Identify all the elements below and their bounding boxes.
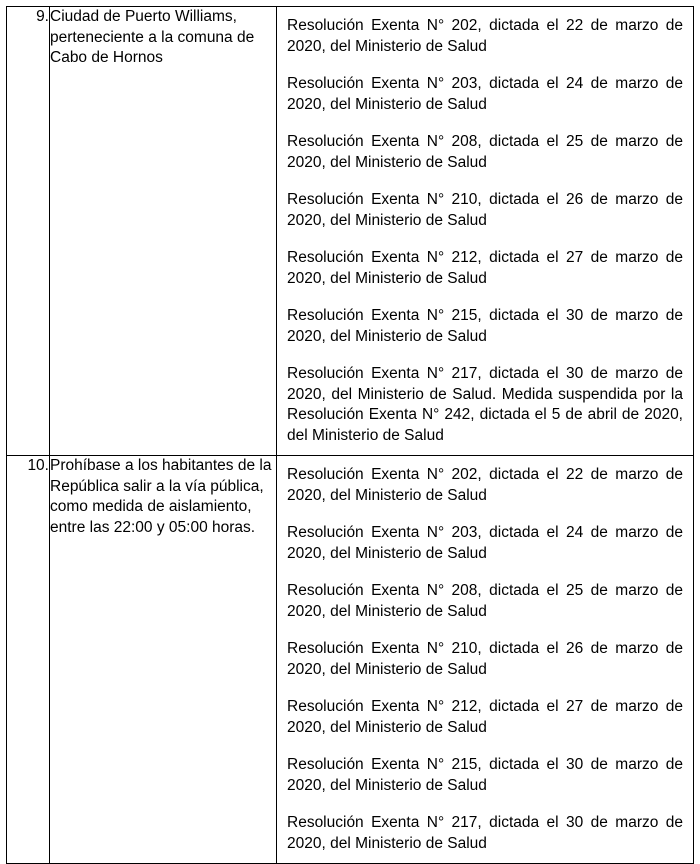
resolution-list bbox=[277, 7, 693, 455]
row-description-cell bbox=[50, 456, 277, 864]
resolution-list bbox=[277, 456, 693, 863]
resolution-item: Resolución Exenta N° 208, dictada el 25 de marzo de 2020, del Ministerio de Salud bbox=[287, 133, 683, 171]
row-number: 10. bbox=[27, 457, 49, 474]
row-number: 9. bbox=[36, 8, 49, 25]
row-resolutions-cell bbox=[277, 456, 694, 864]
row-number-cell bbox=[7, 456, 50, 864]
resolution-item: Resolución Exenta N° 217, dictada el 30 de marzo de 2020, del Ministerio de Salud. Medida suspendida por la Resolución Exenta N° 242, dictada el 5 de abril de 2020, del Ministerio de Salud bbox=[287, 365, 683, 444]
resolution-item: Resolución Exenta N° 212, dictada el 27 de marzo de 2020, del Ministerio de Salud bbox=[287, 249, 683, 287]
row-description-cell bbox=[50, 7, 277, 456]
resolution-item: Resolución Exenta N° 208, dictada el 25 de marzo de 2020, del Ministerio de Salud bbox=[287, 582, 683, 620]
row-description: Ciudad de Puerto Williams, perteneciente a la comuna de Cabo de Hornos bbox=[50, 8, 255, 66]
resolution-item: Resolución Exenta N° 215, dictada el 30 de marzo de 2020, del Ministerio de Salud bbox=[287, 756, 683, 794]
resolution-item: Resolución Exenta N° 203, dictada el 24 de marzo de 2020, del Ministerio de Salud bbox=[287, 524, 683, 562]
table-row bbox=[7, 456, 694, 864]
row-description: Prohíbase a los habitantes de la República salir a la vía pública, como medida de aislamiento, entre las 22:00 y 05:00 horas. bbox=[50, 457, 272, 536]
resolution-item: Resolución Exenta N° 215, dictada el 30 de marzo de 2020, del Ministerio de Salud bbox=[287, 307, 683, 345]
table-row bbox=[7, 7, 694, 456]
resolution-item: Resolución Exenta N° 203, dictada el 24 de marzo de 2020, del Ministerio de Salud bbox=[287, 75, 683, 113]
row-number-cell bbox=[7, 7, 50, 456]
resolution-item: Resolución Exenta N° 202, dictada el 22 de marzo de 2020, del Ministerio de Salud bbox=[287, 17, 683, 55]
resolution-item: Resolución Exenta N° 210, dictada el 26 de marzo de 2020, del Ministerio de Salud bbox=[287, 191, 683, 229]
measures-table bbox=[6, 6, 694, 864]
resolution-item: Resolución Exenta N° 210, dictada el 26 de marzo de 2020, del Ministerio de Salud bbox=[287, 640, 683, 678]
resolution-item: Resolución Exenta N° 217, dictada el 30 de marzo de 2020, del Ministerio de Salud bbox=[287, 814, 683, 852]
row-resolutions-cell bbox=[277, 7, 694, 456]
resolution-item: Resolución Exenta N° 212, dictada el 27 de marzo de 2020, del Ministerio de Salud bbox=[287, 698, 683, 736]
resolution-item: Resolución Exenta N° 202, dictada el 22 de marzo de 2020, del Ministerio de Salud bbox=[287, 466, 683, 504]
